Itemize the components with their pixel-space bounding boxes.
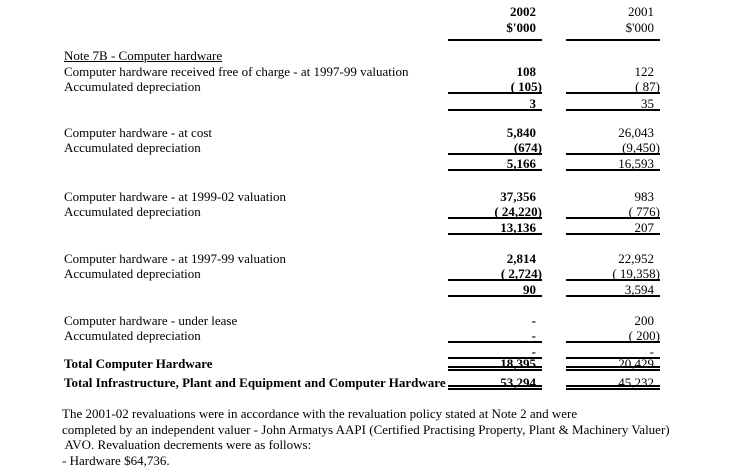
footnote-line: The 2001-02 revaluations were in accordance with the revaluation policy stated at Note 2 and were [62, 406, 578, 421]
value-2002: 108 [516, 64, 536, 79]
subtotal-row [0, 96, 740, 111]
value-2002: ( 105) [448, 79, 542, 94]
value-2001: 983 [634, 189, 654, 204]
value-2001: ( 19,358) [566, 266, 660, 281]
table-row [0, 79, 740, 94]
header-year-2001: 2001 [628, 4, 654, 19]
table-row [0, 125, 740, 140]
subtotal-2001: - [566, 344, 660, 359]
subtotal-2001: 16,593 [566, 156, 660, 171]
value-2001: ( 87) [566, 79, 660, 94]
subtotal-row [0, 220, 740, 235]
footnote-line: AVO. Revaluation decrements were as follows: [62, 437, 312, 452]
row-label: Accumulated depreciation [64, 140, 201, 155]
footnote-line: completed by an independent valuer - John Armatys AAPI (Certified Practising Property, Plant & Machinery Valuer) [62, 421, 670, 437]
row-label: Computer hardware - under lease [64, 313, 238, 328]
value-2001: 26,043 [618, 125, 654, 140]
value-2002: 2,814 [506, 251, 536, 266]
total-2002: 53,294 [448, 375, 542, 390]
value-2002: - [531, 313, 536, 328]
total-row [0, 375, 740, 390]
table-row [0, 140, 740, 155]
subtotal-row [0, 156, 740, 171]
header-unit-2001: $'000 [566, 20, 660, 41]
subtotal-2002: 3 [448, 96, 542, 111]
subtotal-2002: 13,136 [448, 220, 542, 235]
table-row [0, 266, 740, 281]
subtotal-2001: 3,594 [566, 282, 660, 297]
total-label: Total Infrastructure, Plant and Equipment and Computer Hardware [64, 375, 446, 390]
table-row [0, 204, 740, 219]
value-2001: (9,450) [566, 140, 660, 155]
header-year-2002: 2002 [510, 4, 536, 19]
value-2001: 122 [634, 64, 654, 79]
total-row [0, 356, 740, 371]
value-2002: 5,840 [506, 125, 536, 140]
subtotal-row [0, 282, 740, 297]
value-2002: - [448, 328, 542, 343]
footnote-line: - Hardware $64,736. [62, 452, 170, 468]
value-2001: 22,952 [618, 251, 654, 266]
table-row [0, 64, 740, 79]
value-2002: ( 2,724) [448, 266, 542, 281]
total-2001: 45,232 [566, 375, 660, 390]
row-label: Computer hardware received free of charge - at 1997-99 valuation [64, 64, 409, 79]
value-2001: ( 200) [566, 328, 660, 343]
table-row [0, 328, 740, 343]
value-2002: (674) [448, 140, 542, 155]
note-heading: Note 7B - Computer hardware [64, 48, 223, 63]
header-year-row [0, 4, 740, 19]
row-label: Computer hardware - at 1997-99 valuation [64, 251, 287, 266]
table-row [0, 251, 740, 266]
value-2001: 200 [634, 313, 654, 328]
footnote [62, 406, 670, 468]
total-2002: 18,395 [448, 356, 542, 371]
total-2001: 20,429 [566, 356, 660, 371]
row-label: Computer hardware - at 1999-02 valuation [64, 189, 287, 204]
row-label: Accumulated depreciation [64, 204, 201, 219]
table-row [0, 189, 740, 204]
value-2001: ( 776) [566, 204, 660, 219]
row-label: Accumulated depreciation [64, 328, 201, 343]
total-label: Total Computer Hardware [64, 356, 213, 371]
subtotal-2001: 35 [566, 96, 660, 111]
header-unit-2002: $'000 [448, 20, 542, 41]
value-2002: ( 24,220) [448, 204, 542, 219]
subtotal-2002: 5,166 [448, 156, 542, 171]
subtotal-2001: 207 [566, 220, 660, 235]
header-unit-row [0, 20, 740, 41]
value-2002: 37,356 [500, 189, 536, 204]
subtotal-2002: 90 [448, 282, 542, 297]
row-label: Accumulated depreciation [64, 79, 201, 94]
table-row [0, 313, 740, 328]
subtotal-2002: - [448, 344, 542, 359]
row-label: Computer hardware - at cost [64, 125, 213, 140]
row-label: Accumulated depreciation [64, 266, 201, 281]
